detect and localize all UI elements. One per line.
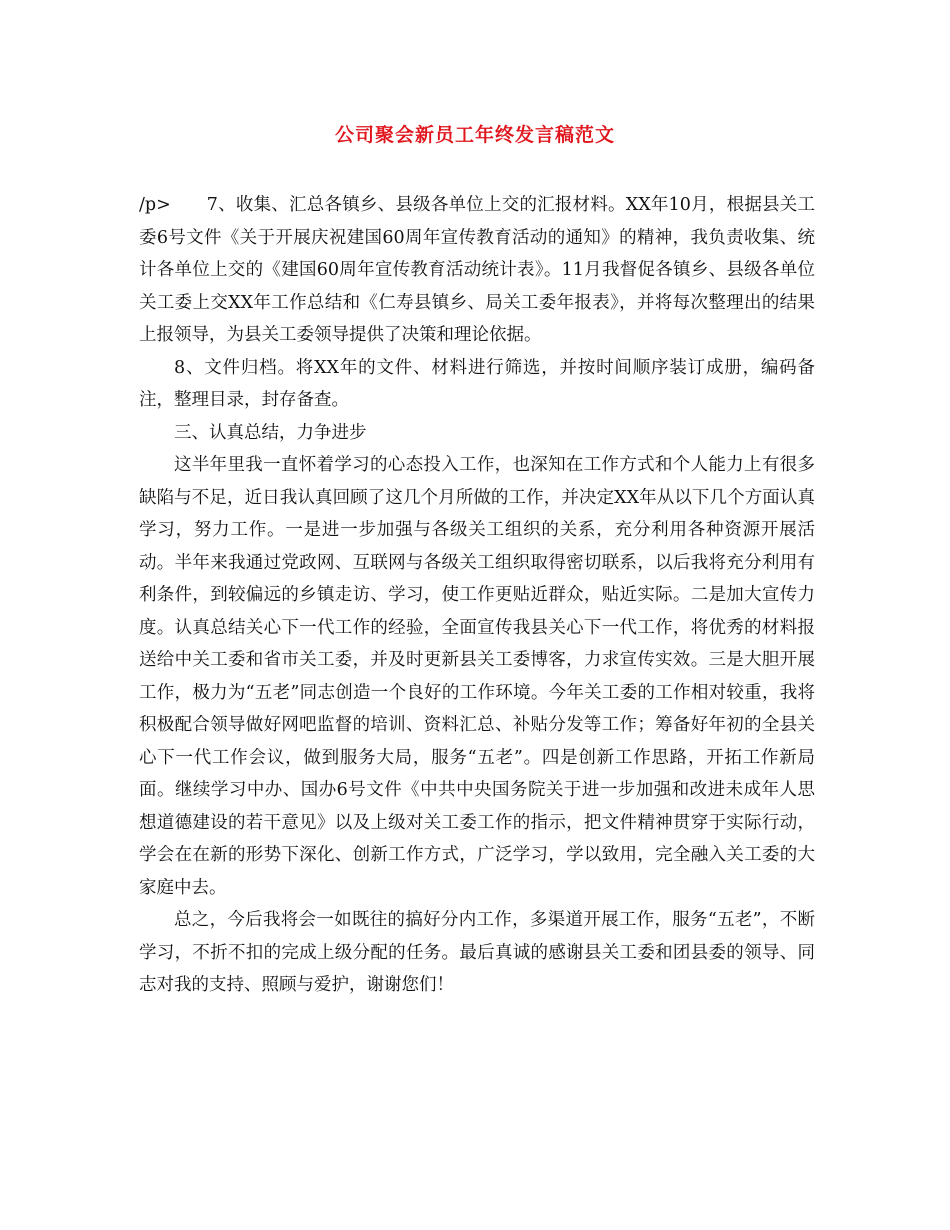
- paragraph-1-text: 7、收集、汇总各镇乡、县级各单位上交的汇报材料。XX年10月，根据县关工委6号文件《关于开展庆祝建国60周年宣传教育活动的通知》的精神，我负责收集、统计各单位上交的《建国60周年宣传教育活动统计表》。11月我督促各镇乡、县级各单位关工委上交XX年工作总结和《仁寿县镇乡、局关工委年报表》，并将每次整理出的结果上报领导，为县关工委领导提供了决策和理论依据。: [139, 195, 815, 345]
- paragraph-3: 这半年里我一直怀着学习的心态投入工作，也深知在工作方式和个人能力上有很多缺陷与不足，近日我认真回顾了这几个月所做的工作，并决定XX年从以下几个方面认真学习，努力工作。一是进一步加强与各级关工组织的关系，充分利用各种资源开展活动。半年来我通过党政网、互联网与各级关工组织取得密切联系，以后我将充分利用有利条件，到较偏远的乡镇走访、学习，使工作更贴近群众，贴近实际。二是加大宣传力度。认真总结关心下一代工作的经验，全面宣传我县关心下一代工作，将优秀的材料报送给中关工委和省市关工委，并及时更新县关工委博客，力求宣传实效。三是大胆开展工作，极力为“五老”同志创造一个良好的工作环境。今年关工委的工作相对较重，我将积极配合领导做好网吧监督的培训、资料汇总、补贴分发等工作；筹备好年初的全县关心下一代工作会议，做到服务大局，服务“五老”。四是创新工作思路，开拓工作新局面。继续学习中办、国办6号文件《中共中央国务院关于进一步加强和改进未成年人思想道德建设的若干意见》以及上级对关工委工作的指示，把文件精神贯穿于实际行动，学会在在新的形势下深化、创新工作方式，广泛学习，学以致用，完全融入关工委的大家庭中去。: [139, 455, 815, 898]
- paragraph-1: [139, 189, 815, 352]
- section-heading: 三、认真总结，力争进步: [174, 422, 367, 443]
- paragraph-2: 8、文件归档。将XX年的文件、材料进行筛选，并按时间顺序装订成册，编码备注，整理目录，封存备查。: [139, 357, 815, 410]
- html-artifact-text: /p>: [139, 195, 171, 215]
- document-body: [139, 189, 815, 1002]
- document-title: 公司聚会新员工年终发言稿范文: [334, 124, 615, 146]
- paragraph-4: 总之，今后我将会一如既往的搞好分内工作，多渠道开展工作，服务“五老”，不断学习，不折不扣的完成上级分配的任务。最后真诚的感谢县关工委和团县委的领导、同志对我的支持、照顾与爱护，谢谢您们！: [139, 910, 815, 995]
